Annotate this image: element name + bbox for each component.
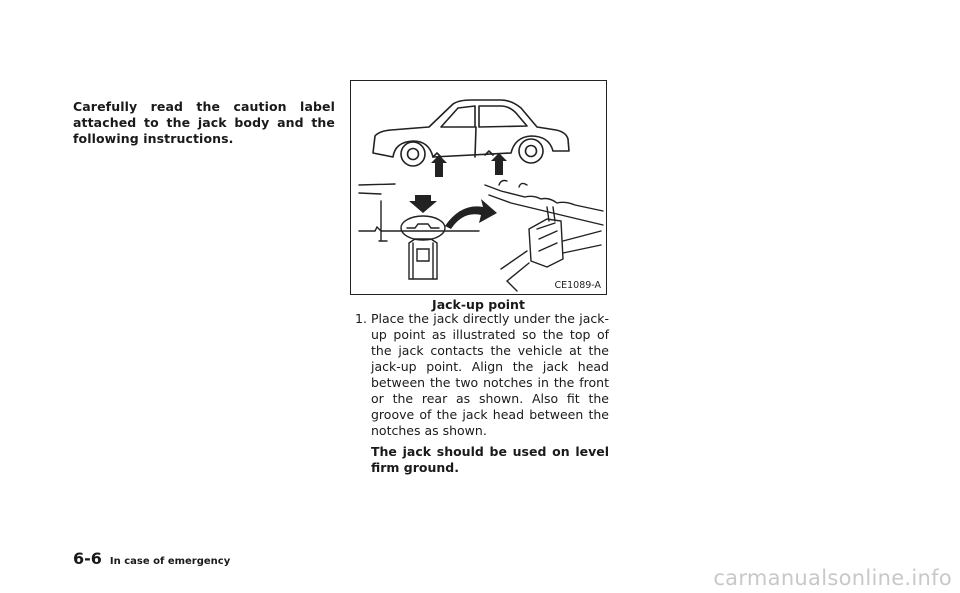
page-number: 6-6 [73,549,102,568]
page-footer [73,549,230,568]
caution-note: The jack should be used on level firm ground. [371,444,609,475]
car-side-icon [373,100,569,166]
step-number: 1. [355,311,367,326]
jack-up-illustration [351,81,605,293]
watermark: carmanualsonline.info [713,566,952,590]
jack-up-point-figure [350,80,607,295]
figure-caption: Jack-up point [432,297,525,312]
instruction-list [355,311,609,476]
list-item [355,311,609,439]
step-text: Place the jack directly under the jack-up point as illustrated so the top of the jack contacts the vehicle at the jack-up point. Align the jack head between the two notches in the front or the rear as shown. Also fit the groove of the jack head between the notches as shown. [371,311,609,438]
jack-icon [409,239,437,279]
intro-paragraph: Carefully read the caution label attached to the jack body and the following instructions. [73,98,335,146]
figure-code: CE1089-A [554,280,601,291]
jack-up-arrow-icon [409,153,507,229]
section-title: In case of emergency [109,556,231,567]
